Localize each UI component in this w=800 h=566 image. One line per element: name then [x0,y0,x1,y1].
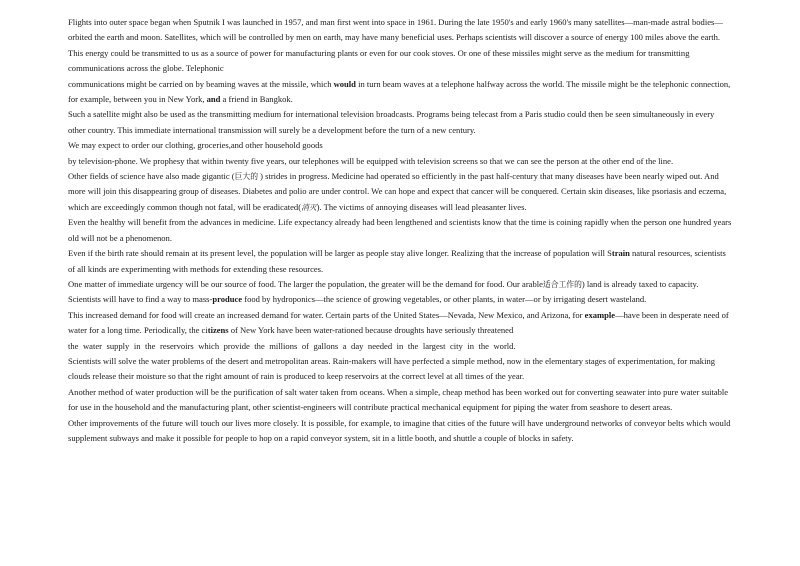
paragraph-salt-water: Another method of water production will be the purification of salt water taken from oceans. When a simple, cheap method has been worked out for converting seawater into pure water suitable for use in the household and the manufacturing plant, other scientist-engineers will contribute practical mechanical equipment for piping the water from seashore to desert areas. [68,386,729,413]
bold-run: would [333,78,356,89]
paragraph-rain-makers: Scientists will solve the water problems of the desert and metropolitan areas. Rain-makers will have perfected a simple method, now in the elementary stages of experimentation, for making clouds release their moisture so that the right amount of rain is produced to keep reservoirs at the correct level at all times of the year. [68,355,715,382]
text-run: in turn beam waves at a telephone halfway across the world. The missile might be the telephonic connection, for example, between you in New York, [68,78,731,105]
bold-run: example [584,309,616,320]
paragraph-television-phone [68,138,732,169]
paragraph-television: Such a satellite might also be used as the transmitting medium for international television broadcasts. Programs being telecast from a Paris studio could then be seen simultaneously in every other country. This immediate international transmission will surely be a development before the turn of a new century. [68,109,715,135]
document-page [68,15,732,446]
text-run: of New York have been water-rationed because droughts have seriously threatened [228,325,514,336]
text-run: food by hydroponics—the science of growing vegetables, or other plants, in water—or by irrigating desert wasteland. [242,294,647,305]
chinese-gloss: 巨大的 [234,172,258,182]
bold-run: tizens [207,325,229,336]
text-run: One matter of immediate urgency will be our source of food. The larger the population, the greater will be the demand for food. Our arable [68,278,543,289]
text-run: —have been in desperate need of water for a long time. Periodically, the ci [68,309,729,336]
chinese-gloss: 适合工作的 [542,279,582,289]
paragraph-medicine [68,169,732,215]
bold-run: and [206,94,221,105]
text-run: ) strides in progress. Medicine had operated so efficiently in the past half-century that many diseases have been nearly wiped out. And more will join this disappearing group of diseases. Diabetes and polio are under control. We can hope and expect that cancer will be conquered. Certain skin diseases, like psoriasis and eczema, which are exceedingly common though not fatal, will be eradicated( [68,171,727,212]
text-run: communications might be carried on by beaming waves at the missile, which [68,78,334,89]
paragraph-conveyor-belts: Other improvements of the future will touch our lives more closely. It is possible, for example, to imagine that cities of the future will have underground networks of conveyor belts which would supplement subways and make it possible for people to hop on a rapid conveyor system, sit in a little booth, and shuttle a couple of blocks in safety. [68,417,731,443]
text-run: the water supply in the reservoirs which provide the millions of gallons a day needed in the largest city in the world. [68,340,516,351]
text-run: Other fields of science have also made gigantic ( [68,171,235,182]
chinese-gloss: 消灭 [301,202,317,212]
text-run: natural resources, scientists of all kinds are experimenting with methods for extending these resources. [68,248,726,274]
text-run: ). The victims of annoying diseases will lead pleasanter lives. [316,201,527,212]
text-run: Flights into outer space began when Sputnik I was launched in 1957, and man first went into space in 1961. During the late 1950's and early 1960's many satellites—man-made astral bodies—orbited the earth and moon. Satellites, which will be controlled by men on earth, may have many beneficial uses. Perhaps scientists will discover a source of energy 100 miles above the earth. This energy could be transmitted to us as a source of power for manufacturing plants or even for our cook stoves. Or one of these missiles might serve as the medium for transmitting communications across the globe. Telephonic [68,17,723,74]
text-run: Even if the birth rate should remain at its present level, the population will be larger as people stay alive longer. Realizing that the increase of population will S [68,248,612,259]
bold-run: train [611,248,630,259]
paragraph-population [68,246,732,277]
text-run: We may expect to order our clothing, groceries,and other household goods [68,140,323,151]
paragraph-food [68,277,732,308]
text-run: a friend in Bangkok. [220,94,293,105]
paragraph-water-demand [68,308,732,354]
bold-run: produce [212,294,243,305]
text-run: by television-phone. We prophesy that within twenty five years, our telephones will be equipped with television screens so that we can see the person at the other end of the line. [68,155,674,166]
paragraph-space-flight [68,15,732,107]
text-run: This increased demand for food will create an increased demand for water. Certain parts of the United States—Nevada, New Mexico, and Arizona, for [68,309,585,320]
text-run: ) land is already taxed to capacity. Scientists will have to find a way to mass- [68,278,699,305]
paragraph-life-expectancy: Even the healthy will benefit from the advances in medicine. Life expectancy already had been lengthened and scientists know that the time is coining rapidly when the person one hundred years old will not be a phenomenon. [68,217,732,243]
